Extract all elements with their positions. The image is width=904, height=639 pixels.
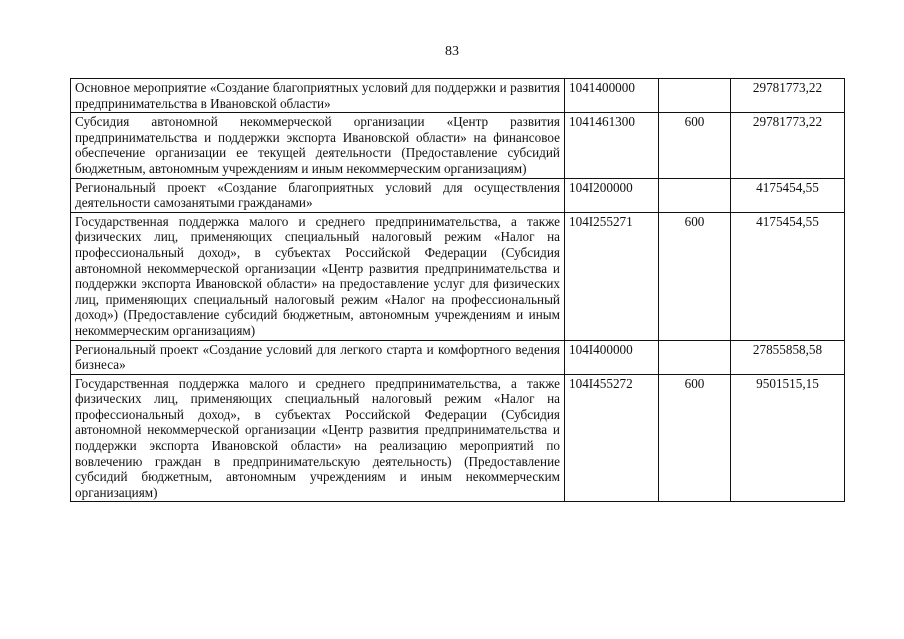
table-row <box>71 178 845 212</box>
row-type-cell <box>659 178 731 212</box>
row-name-cell: Субсидия автономной некоммерческой организации «Центр развития предпринимательства и поддержки экспорта Ивановской области» на финансовое обеспечение организации ее текущей деятельности (Предоставление субсидий бюджетным, автономным учреждениям и иным некоммерческим организациям) <box>71 113 565 178</box>
row-type-cell: 600 <box>659 374 731 502</box>
table-row <box>71 212 845 340</box>
row-amount-cell: 29781773,22 <box>731 79 845 113</box>
table-row <box>71 374 845 502</box>
table-row <box>71 79 845 113</box>
row-type-cell: 600 <box>659 212 731 340</box>
row-amount-cell: 4175454,55 <box>731 212 845 340</box>
row-amount-cell: 4175454,55 <box>731 178 845 212</box>
row-code-cell: 104I255271 <box>565 212 659 340</box>
row-name-cell: Региональный проект «Создание условий для легкого старта и комфортного ведения бизнеса» <box>71 340 565 374</box>
budget-table <box>70 78 845 502</box>
row-name-cell: Основное мероприятие «Создание благоприятных условий для поддержки и развития предпринимательства в Ивановской области» <box>71 79 565 113</box>
row-type-cell <box>659 340 731 374</box>
page-number: 83 <box>445 44 459 59</box>
row-code-cell: 1041461300 <box>565 113 659 178</box>
row-name-cell: Государственная поддержка малого и среднего предпринимательства, а также физических лиц, применяющих специальный налоговый режим «Налог на профессиональный доход», в субъектах Российской Федерации (Субсидия автономной некоммерческой организации «Центр развития предпринимательства и поддержки экспорта Ивановской области» на предоставление услуг для физических лиц, применяющих специальный налоговый режим «Налог на профессиональный доход») (Предоставление субсидий бюджетным, автономным учреждениям и иным некоммерческим организациям) <box>71 212 565 340</box>
table-row <box>71 113 845 178</box>
row-code-cell: 104I455272 <box>565 374 659 502</box>
row-amount-cell: 27855858,58 <box>731 340 845 374</box>
row-name-cell: Региональный проект «Создание благоприятных условий для осуществления деятельности самозанятыми гражданами» <box>71 178 565 212</box>
row-amount-cell: 9501515,15 <box>731 374 845 502</box>
row-type-cell: 600 <box>659 113 731 178</box>
row-name-cell: Государственная поддержка малого и среднего предпринимательства, а также физических лиц, применяющих специальный налоговый режим «Налог на профессиональный доход», в субъектах Российской Федерации (Субсидия автономной некоммерческой организации «Центр развития предпринимательства и поддержки экспорта Ивановской области» на реализацию мероприятий по вовлечению граждан в предпринимательскую деятельность) (Предоставление субсидий бюджетным, автономным учреждениям и иным некоммерческим организациям) <box>71 374 565 502</box>
row-code-cell: 104I200000 <box>565 178 659 212</box>
row-type-cell <box>659 79 731 113</box>
table-row <box>71 340 845 374</box>
row-code-cell: 104I400000 <box>565 340 659 374</box>
row-code-cell: 1041400000 <box>565 79 659 113</box>
row-amount-cell: 29781773,22 <box>731 113 845 178</box>
